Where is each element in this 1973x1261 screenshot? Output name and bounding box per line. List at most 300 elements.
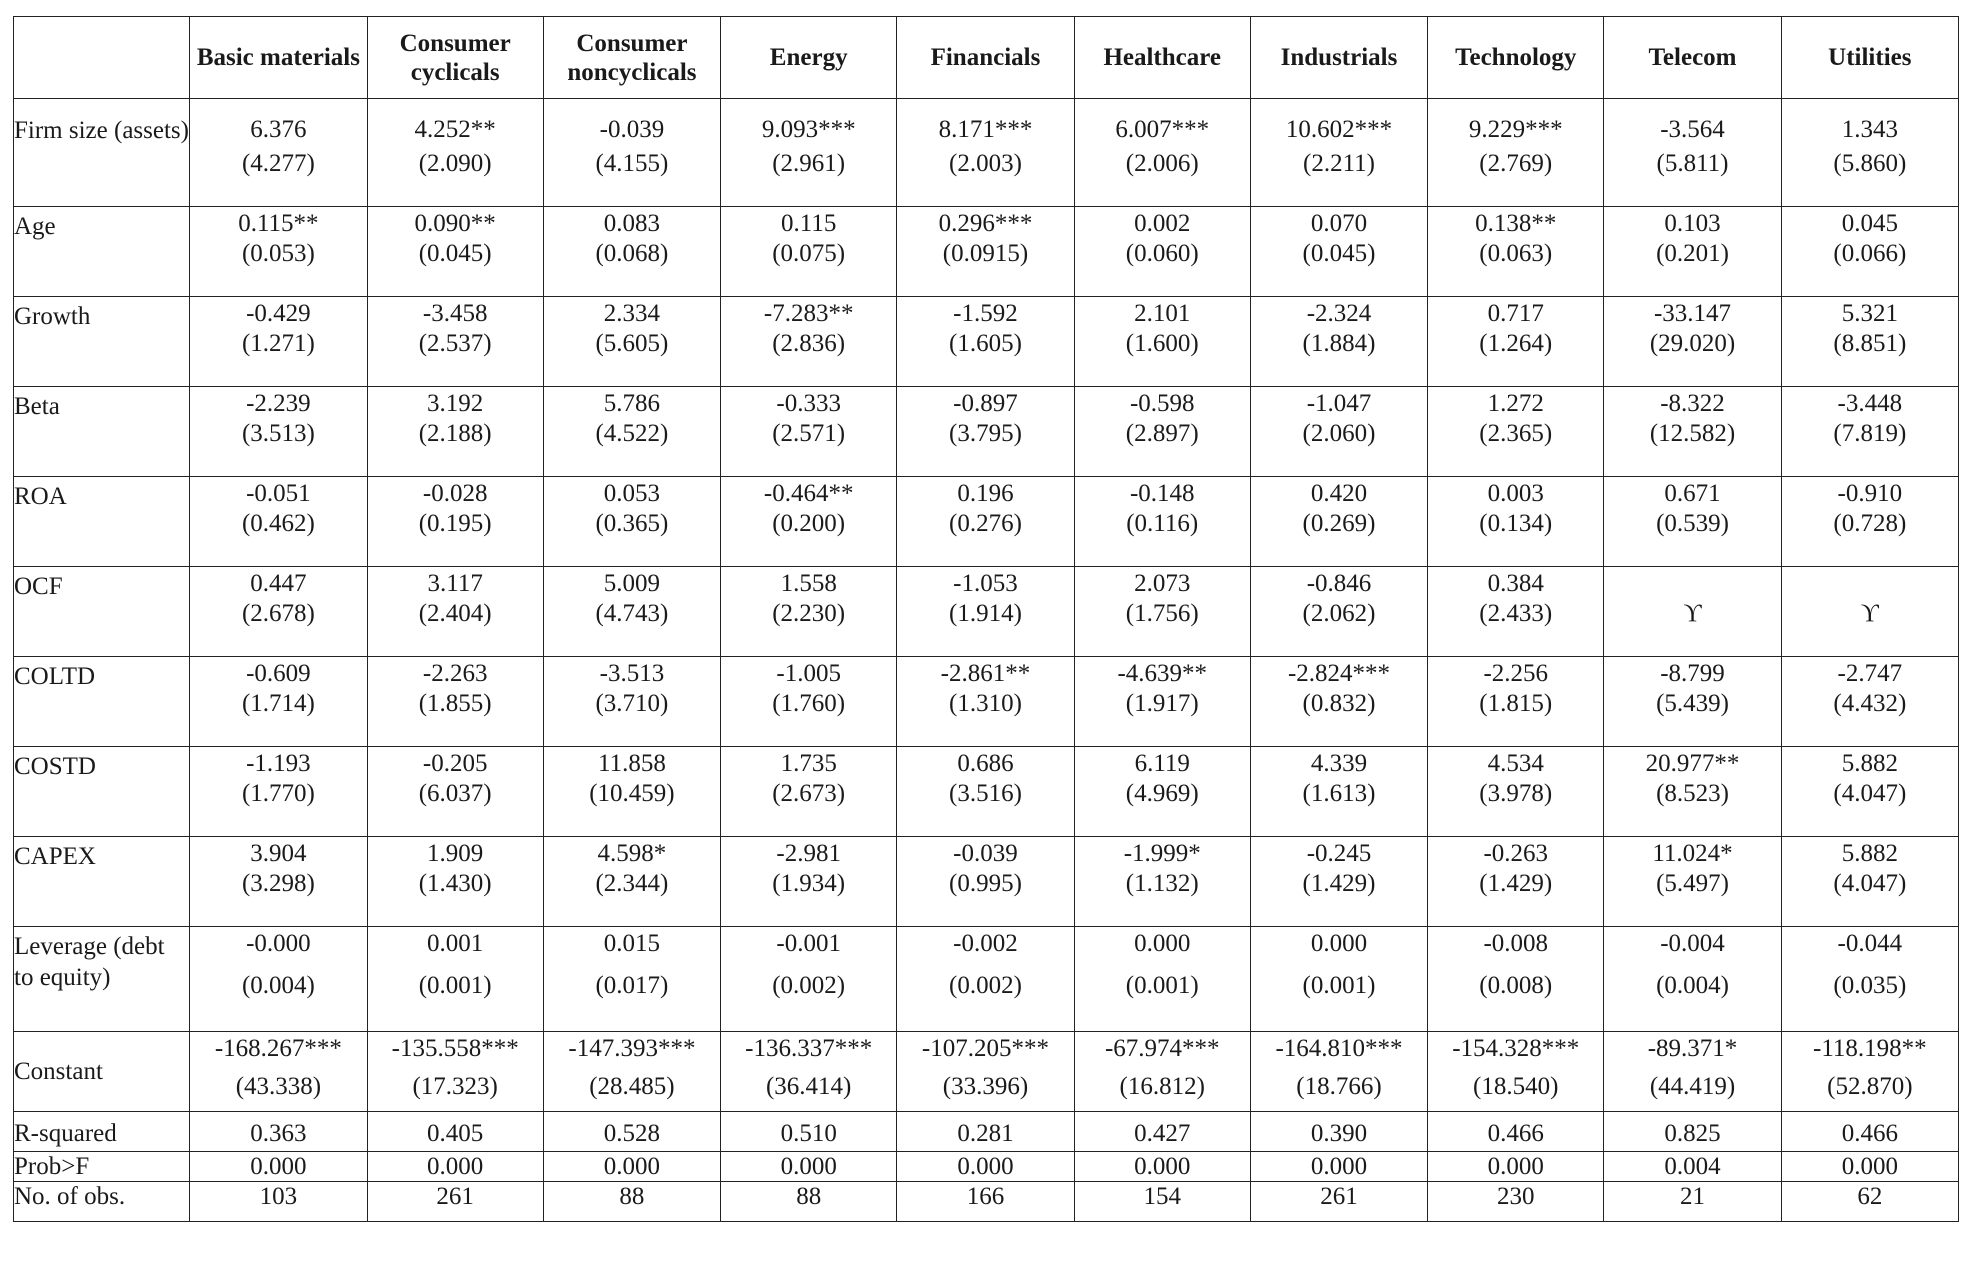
row-label: Leverage (debt to equity) bbox=[14, 927, 190, 1032]
standard-error: (0.116) bbox=[1126, 510, 1199, 537]
coef-cell bbox=[897, 567, 1074, 657]
coefficient: -4.639** bbox=[1117, 660, 1208, 687]
coefficient: 0.000 bbox=[1134, 930, 1191, 957]
coef-cell bbox=[367, 927, 543, 1032]
coef-cell bbox=[1428, 297, 1604, 387]
coef-cell bbox=[543, 1032, 720, 1112]
standard-error: (29.020) bbox=[1649, 330, 1736, 357]
coef-cell bbox=[1250, 837, 1427, 927]
coefficient: -0.910 bbox=[1837, 480, 1903, 507]
standard-error: (7.819) bbox=[1833, 420, 1907, 447]
standard-error: (18.766) bbox=[1296, 1073, 1382, 1100]
coefficient: 0.003 bbox=[1487, 480, 1544, 507]
coef-cell bbox=[897, 477, 1074, 567]
table-row bbox=[14, 567, 1959, 657]
coef-cell bbox=[1250, 387, 1427, 477]
coefficient: -2.239 bbox=[246, 390, 311, 417]
coef-cell bbox=[897, 1032, 1074, 1112]
coefficient: 0.115** bbox=[238, 210, 319, 237]
stat-value: 0.000 bbox=[1428, 1152, 1604, 1182]
standard-error: (0.832) bbox=[1302, 690, 1376, 717]
coefficient: -0.002 bbox=[953, 930, 1018, 957]
coefficient: -0.039 bbox=[599, 116, 665, 143]
coef-cell bbox=[1250, 927, 1427, 1032]
standard-error: (36.414) bbox=[765, 1073, 852, 1100]
coefficient: -8.799 bbox=[1660, 660, 1725, 687]
coefficient: 20.977** bbox=[1645, 750, 1740, 777]
standard-error: (44.419) bbox=[1649, 1073, 1736, 1100]
row-label: Growth bbox=[14, 297, 190, 387]
coefficient: -1.053 bbox=[953, 570, 1018, 597]
row-label: Age bbox=[14, 207, 190, 297]
standard-error: (1.934) bbox=[772, 870, 846, 897]
stat-label: R-squared bbox=[14, 1112, 190, 1152]
coefficient: 0.138** bbox=[1475, 210, 1557, 237]
coef-cell bbox=[1604, 567, 1781, 657]
coef-cell bbox=[1074, 207, 1250, 297]
coef-cell bbox=[721, 1032, 897, 1112]
coefficient: 0.053 bbox=[603, 480, 661, 507]
standard-error: (1.310) bbox=[949, 690, 1022, 717]
table-row bbox=[14, 657, 1959, 747]
coefficient: 8.171*** bbox=[938, 116, 1033, 143]
coef-cell bbox=[1074, 927, 1250, 1032]
standard-error: (2.673) bbox=[772, 780, 846, 807]
stat-value: 166 bbox=[897, 1182, 1074, 1222]
standard-error: (1.429) bbox=[1479, 870, 1553, 897]
standard-error: (2.678) bbox=[241, 600, 315, 627]
standard-error: (0.001) bbox=[1302, 972, 1376, 999]
coef-cell bbox=[543, 567, 720, 657]
col-header-technology: Technology bbox=[1428, 17, 1604, 99]
coef-cell bbox=[190, 567, 367, 657]
coefficient: -2.861** bbox=[940, 660, 1031, 687]
table-row bbox=[14, 207, 1959, 297]
standard-error: (0.002) bbox=[949, 972, 1022, 999]
standard-error: (8.851) bbox=[1833, 330, 1907, 357]
coef-cell bbox=[1604, 99, 1781, 207]
coef-cell bbox=[1428, 747, 1604, 837]
coefficient: -67.974*** bbox=[1104, 1035, 1220, 1062]
coefficient: 0.070 bbox=[1310, 210, 1368, 237]
coefficient: -1.592 bbox=[953, 300, 1018, 327]
coefficient: 5.882 bbox=[1841, 750, 1898, 777]
coefficient: -2.747 bbox=[1837, 660, 1903, 687]
coef-cell bbox=[1604, 837, 1781, 927]
standard-error: (0.045) bbox=[418, 240, 492, 267]
stat-value: 0.000 bbox=[721, 1152, 897, 1182]
regression-table bbox=[13, 16, 1959, 1222]
coef-cell bbox=[1250, 1032, 1427, 1112]
standard-error: (2.060) bbox=[1302, 420, 1376, 447]
coef-cell bbox=[721, 927, 897, 1032]
coef-cell bbox=[1428, 567, 1604, 657]
standard-error: (0.728) bbox=[1833, 510, 1907, 537]
standard-error: (4.047) bbox=[1833, 780, 1907, 807]
coef-cell bbox=[1781, 747, 1958, 837]
standard-error: (0.063) bbox=[1479, 240, 1553, 267]
coefficient: 5.321 bbox=[1841, 300, 1898, 327]
coef-cell bbox=[1250, 207, 1427, 297]
row-label: COLTD bbox=[14, 657, 190, 747]
coefficient: 6.007*** bbox=[1115, 116, 1210, 143]
stat-label: Prob>F bbox=[14, 1152, 190, 1182]
coefficient: 1.735 bbox=[780, 750, 837, 777]
coefficient: -3.564 bbox=[1660, 116, 1725, 143]
standard-error: (0.066) bbox=[1833, 240, 1907, 267]
coef-cell bbox=[1604, 477, 1781, 567]
coefficient: -0.000 bbox=[246, 930, 311, 957]
col-header-consumer-cyclicals: Consumer cyclicals bbox=[367, 17, 543, 99]
standard-error: (0.462) bbox=[241, 510, 315, 537]
table-row bbox=[14, 477, 1959, 567]
coefficient: -2.824*** bbox=[1287, 660, 1391, 687]
standard-error: (52.870) bbox=[1827, 1073, 1913, 1100]
coef-cell bbox=[897, 657, 1074, 747]
coefficient: 0.420 bbox=[1310, 480, 1368, 507]
coefficient: -0.044 bbox=[1837, 930, 1903, 957]
coef-cell bbox=[721, 207, 897, 297]
col-header-healthcare: Healthcare bbox=[1074, 17, 1250, 99]
standard-error: (0.269) bbox=[1302, 510, 1376, 537]
standard-error: (4.277) bbox=[241, 150, 315, 177]
coef-cell bbox=[1604, 207, 1781, 297]
coef-cell bbox=[1781, 207, 1958, 297]
standard-error: (16.812) bbox=[1119, 1073, 1205, 1100]
coefficient: 0.015 bbox=[603, 930, 661, 957]
coef-cell bbox=[1604, 747, 1781, 837]
coefficient: 9.093*** bbox=[761, 116, 856, 143]
coefficient: -0.333 bbox=[776, 390, 841, 417]
standard-error: (1.600) bbox=[1125, 330, 1199, 357]
stat-value: 230 bbox=[1428, 1182, 1604, 1222]
standard-error: (0.201) bbox=[1656, 240, 1729, 267]
coef-cell bbox=[543, 99, 720, 207]
standard-error: (0.053) bbox=[241, 240, 315, 267]
standard-error: (0.276) bbox=[949, 510, 1022, 537]
coefficient: -147.393*** bbox=[568, 1035, 696, 1062]
stat-value: 0.528 bbox=[543, 1112, 720, 1152]
col-header-energy: Energy bbox=[721, 17, 897, 99]
coefficient: 4.252** bbox=[414, 116, 496, 143]
stat-value: 0.004 bbox=[1604, 1152, 1781, 1182]
coef-cell bbox=[190, 99, 367, 207]
coef-cell bbox=[1604, 927, 1781, 1032]
coefficient: 0.002 bbox=[1134, 210, 1191, 237]
coefficient: -0.263 bbox=[1483, 840, 1549, 867]
coefficient: 5.786 bbox=[603, 390, 661, 417]
coef-cell bbox=[1781, 567, 1958, 657]
coef-cell bbox=[1074, 567, 1250, 657]
standard-error: ϒ bbox=[1860, 600, 1879, 627]
coef-cell bbox=[543, 477, 720, 567]
coefficient: 1.272 bbox=[1487, 390, 1544, 417]
coef-cell bbox=[543, 297, 720, 387]
standard-error: (0.995) bbox=[949, 870, 1022, 897]
stat-value: 0.390 bbox=[1250, 1112, 1427, 1152]
standard-error: (0.060) bbox=[1125, 240, 1199, 267]
stat-value: 0.427 bbox=[1074, 1112, 1250, 1152]
corner-cell bbox=[14, 17, 190, 99]
coef-cell bbox=[190, 927, 367, 1032]
coef-cell bbox=[1250, 297, 1427, 387]
coefficient: -2.981 bbox=[776, 840, 841, 867]
table-row bbox=[14, 387, 1959, 477]
coef-cell bbox=[367, 207, 543, 297]
coefficient: -8.322 bbox=[1660, 390, 1725, 417]
standard-error: (3.710) bbox=[595, 690, 669, 717]
standard-error: (5.860) bbox=[1833, 150, 1907, 177]
standard-error: (6.037) bbox=[418, 780, 492, 807]
row-label: OCF bbox=[14, 567, 190, 657]
standard-error: (0.134) bbox=[1479, 510, 1553, 537]
coefficient: -0.001 bbox=[776, 930, 841, 957]
coefficient: 3.904 bbox=[250, 840, 307, 867]
standard-error: (43.338) bbox=[235, 1073, 322, 1100]
coefficient: 3.117 bbox=[427, 570, 483, 597]
coefficient: 0.001 bbox=[427, 930, 484, 957]
coef-cell bbox=[1074, 297, 1250, 387]
stat-value: 0.000 bbox=[897, 1152, 1074, 1182]
coef-cell bbox=[543, 207, 720, 297]
standard-error: (0.0915) bbox=[942, 240, 1029, 267]
header-row bbox=[14, 17, 1959, 99]
standard-error: (0.045) bbox=[1302, 240, 1376, 267]
coef-cell bbox=[1604, 657, 1781, 747]
standard-error: (2.769) bbox=[1479, 150, 1553, 177]
standard-error: (4.047) bbox=[1833, 870, 1907, 897]
standard-error: (0.195) bbox=[418, 510, 492, 537]
coef-cell bbox=[1781, 477, 1958, 567]
coefficient: 2.334 bbox=[603, 300, 661, 327]
coef-cell bbox=[1074, 1032, 1250, 1112]
standard-error: (4.969) bbox=[1125, 780, 1199, 807]
stat-value: 88 bbox=[543, 1182, 720, 1222]
coef-cell bbox=[190, 207, 367, 297]
standard-error: (4.155) bbox=[595, 150, 669, 177]
row-label: Beta bbox=[14, 387, 190, 477]
standard-error: (0.075) bbox=[772, 240, 846, 267]
coefficient: -1.999* bbox=[1123, 840, 1201, 867]
col-header-basic-materials: Basic materials bbox=[190, 17, 367, 99]
table-row bbox=[14, 99, 1959, 207]
coef-cell bbox=[721, 99, 897, 207]
stat-value: 261 bbox=[367, 1182, 543, 1222]
coefficient: -154.328*** bbox=[1452, 1035, 1580, 1062]
coef-cell bbox=[1428, 927, 1604, 1032]
coef-cell bbox=[543, 657, 720, 747]
standard-error: (1.613) bbox=[1302, 780, 1376, 807]
coefficient: 0.090** bbox=[414, 210, 496, 237]
coefficient: 11.858 bbox=[598, 750, 666, 777]
stats-row bbox=[14, 1182, 1959, 1222]
coefficient: -136.337*** bbox=[745, 1035, 873, 1062]
coefficient: -0.846 bbox=[1306, 570, 1372, 597]
standard-error: (1.756) bbox=[1125, 600, 1199, 627]
coef-cell bbox=[721, 387, 897, 477]
coefficient: -0.429 bbox=[246, 300, 311, 327]
standard-error: (3.795) bbox=[949, 420, 1022, 447]
coefficient: -0.464** bbox=[763, 480, 854, 507]
standard-error: (5.605) bbox=[595, 330, 669, 357]
standard-error: (1.884) bbox=[1302, 330, 1376, 357]
stat-label: No. of obs. bbox=[14, 1182, 190, 1222]
coef-cell bbox=[1428, 477, 1604, 567]
standard-error: (2.003) bbox=[949, 150, 1022, 177]
standard-error: (5.497) bbox=[1656, 870, 1729, 897]
coef-cell bbox=[543, 837, 720, 927]
coef-cell bbox=[721, 837, 897, 927]
standard-error: (8.523) bbox=[1656, 780, 1729, 807]
standard-error: (0.035) bbox=[1833, 972, 1907, 999]
stat-value: 0.000 bbox=[1781, 1152, 1958, 1182]
standard-error: (3.978) bbox=[1479, 780, 1553, 807]
stat-value: 0.405 bbox=[367, 1112, 543, 1152]
standard-error: (1.815) bbox=[1479, 690, 1553, 717]
stat-value: 0.000 bbox=[367, 1152, 543, 1182]
coefficient: -1.193 bbox=[246, 750, 311, 777]
coefficient: 0.717 bbox=[1487, 300, 1544, 327]
col-header-utilities: Utilities bbox=[1781, 17, 1958, 99]
stat-value: 0.000 bbox=[190, 1152, 367, 1182]
standard-error: (0.001) bbox=[1125, 972, 1199, 999]
stats-row bbox=[14, 1112, 1959, 1152]
standard-error: (1.271) bbox=[241, 330, 315, 357]
standard-error: (2.006) bbox=[1125, 150, 1199, 177]
coef-cell bbox=[721, 567, 897, 657]
coef-cell bbox=[543, 927, 720, 1032]
stat-value: 0.000 bbox=[1074, 1152, 1250, 1182]
coefficient: -0.245 bbox=[1306, 840, 1372, 867]
standard-error: (2.230) bbox=[772, 600, 846, 627]
coef-cell bbox=[721, 297, 897, 387]
standard-error: (2.188) bbox=[418, 420, 492, 447]
coef-cell bbox=[1250, 99, 1427, 207]
coef-cell bbox=[1428, 99, 1604, 207]
stat-value: 88 bbox=[721, 1182, 897, 1222]
stat-value: 0.000 bbox=[1250, 1152, 1427, 1182]
coefficient: -164.810*** bbox=[1275, 1035, 1403, 1062]
coef-cell bbox=[190, 1032, 367, 1112]
coefficient: -0.039 bbox=[953, 840, 1018, 867]
standard-error: (1.760) bbox=[772, 690, 846, 717]
coefficient: 4.598* bbox=[597, 840, 667, 867]
standard-error: (1.770) bbox=[241, 780, 315, 807]
coefficient: 4.534 bbox=[1487, 750, 1544, 777]
coefficient: 0.686 bbox=[957, 750, 1014, 777]
coefficient: 10.602*** bbox=[1285, 116, 1393, 143]
stat-value: 0.363 bbox=[190, 1112, 367, 1152]
standard-error: (3.516) bbox=[949, 780, 1022, 807]
coef-cell bbox=[367, 837, 543, 927]
coef-cell bbox=[190, 657, 367, 747]
coef-cell bbox=[1604, 387, 1781, 477]
standard-error: (0.068) bbox=[595, 240, 669, 267]
coefficient: 0.045 bbox=[1841, 210, 1898, 237]
coefficient: 0.447 bbox=[250, 570, 307, 597]
coefficient: 0.083 bbox=[603, 210, 661, 237]
stat-value: 0.466 bbox=[1781, 1112, 1958, 1152]
coef-cell bbox=[367, 567, 543, 657]
stat-value: 62 bbox=[1781, 1182, 1958, 1222]
coef-cell bbox=[1781, 1032, 1958, 1112]
coef-cell bbox=[1074, 387, 1250, 477]
coef-cell bbox=[367, 477, 543, 567]
standard-error: (1.714) bbox=[241, 690, 315, 717]
standard-error: (0.017) bbox=[595, 972, 669, 999]
coef-cell bbox=[1250, 567, 1427, 657]
col-header-financials: Financials bbox=[897, 17, 1074, 99]
stat-value: 0.466 bbox=[1428, 1112, 1604, 1152]
standard-error: (2.571) bbox=[772, 420, 846, 447]
coef-cell bbox=[1781, 657, 1958, 747]
coef-cell bbox=[721, 477, 897, 567]
row-label: ROA bbox=[14, 477, 190, 567]
coefficient: 6.376 bbox=[250, 116, 307, 143]
standard-error: (4.432) bbox=[1833, 690, 1907, 717]
coef-cell bbox=[1074, 837, 1250, 927]
coefficient: 0.296*** bbox=[938, 210, 1033, 237]
standard-error: (2.062) bbox=[1302, 600, 1376, 627]
standard-error: (2.404) bbox=[418, 600, 492, 627]
standard-error: (18.540) bbox=[1473, 1073, 1559, 1100]
coef-cell bbox=[1781, 99, 1958, 207]
stats-row bbox=[14, 1152, 1959, 1182]
stat-value: 0.825 bbox=[1604, 1112, 1781, 1152]
coefficient: -3.513 bbox=[599, 660, 665, 687]
standard-error: (2.365) bbox=[1479, 420, 1553, 447]
row-label: COSTD bbox=[14, 747, 190, 837]
table-row bbox=[14, 837, 1959, 927]
coefficient: -2.324 bbox=[1306, 300, 1372, 327]
standard-error: (0.001) bbox=[418, 972, 492, 999]
coef-cell bbox=[897, 99, 1074, 207]
coef-cell bbox=[897, 837, 1074, 927]
standard-error: (10.459) bbox=[589, 780, 675, 807]
standard-error: (3.513) bbox=[241, 420, 315, 447]
standard-error: (5.439) bbox=[1656, 690, 1729, 717]
standard-error: (4.743) bbox=[595, 600, 669, 627]
coef-cell bbox=[543, 387, 720, 477]
standard-error: (2.344) bbox=[595, 870, 669, 897]
coef-cell bbox=[1250, 477, 1427, 567]
coefficient: -89.371* bbox=[1647, 1035, 1738, 1062]
coefficient: 0.115 bbox=[781, 210, 837, 237]
standard-error: (12.582) bbox=[1649, 420, 1736, 447]
standard-error: (2.090) bbox=[418, 150, 492, 177]
stat-value: 154 bbox=[1074, 1182, 1250, 1222]
standard-error: ϒ bbox=[1683, 600, 1702, 627]
standard-error: (0.004) bbox=[1656, 972, 1729, 999]
coef-cell bbox=[1250, 747, 1427, 837]
coef-cell bbox=[897, 747, 1074, 837]
coefficient: -0.897 bbox=[953, 390, 1018, 417]
coef-cell bbox=[1781, 927, 1958, 1032]
coefficient: -7.283** bbox=[763, 300, 854, 327]
coefficient: 0.671 bbox=[1664, 480, 1721, 507]
col-header-industrials: Industrials bbox=[1250, 17, 1427, 99]
col-header-telecom: Telecom bbox=[1604, 17, 1781, 99]
coefficient: -0.205 bbox=[422, 750, 488, 777]
coef-cell bbox=[367, 1032, 543, 1112]
stat-value: 103 bbox=[190, 1182, 367, 1222]
col-header-consumer-noncyclicals: Consumer noncyclicals bbox=[543, 17, 720, 99]
coef-cell bbox=[1428, 657, 1604, 747]
coefficient: -2.263 bbox=[422, 660, 488, 687]
standard-error: (33.396) bbox=[942, 1073, 1029, 1100]
standard-error: (2.211) bbox=[1303, 150, 1375, 177]
standard-error: (2.897) bbox=[1125, 420, 1199, 447]
